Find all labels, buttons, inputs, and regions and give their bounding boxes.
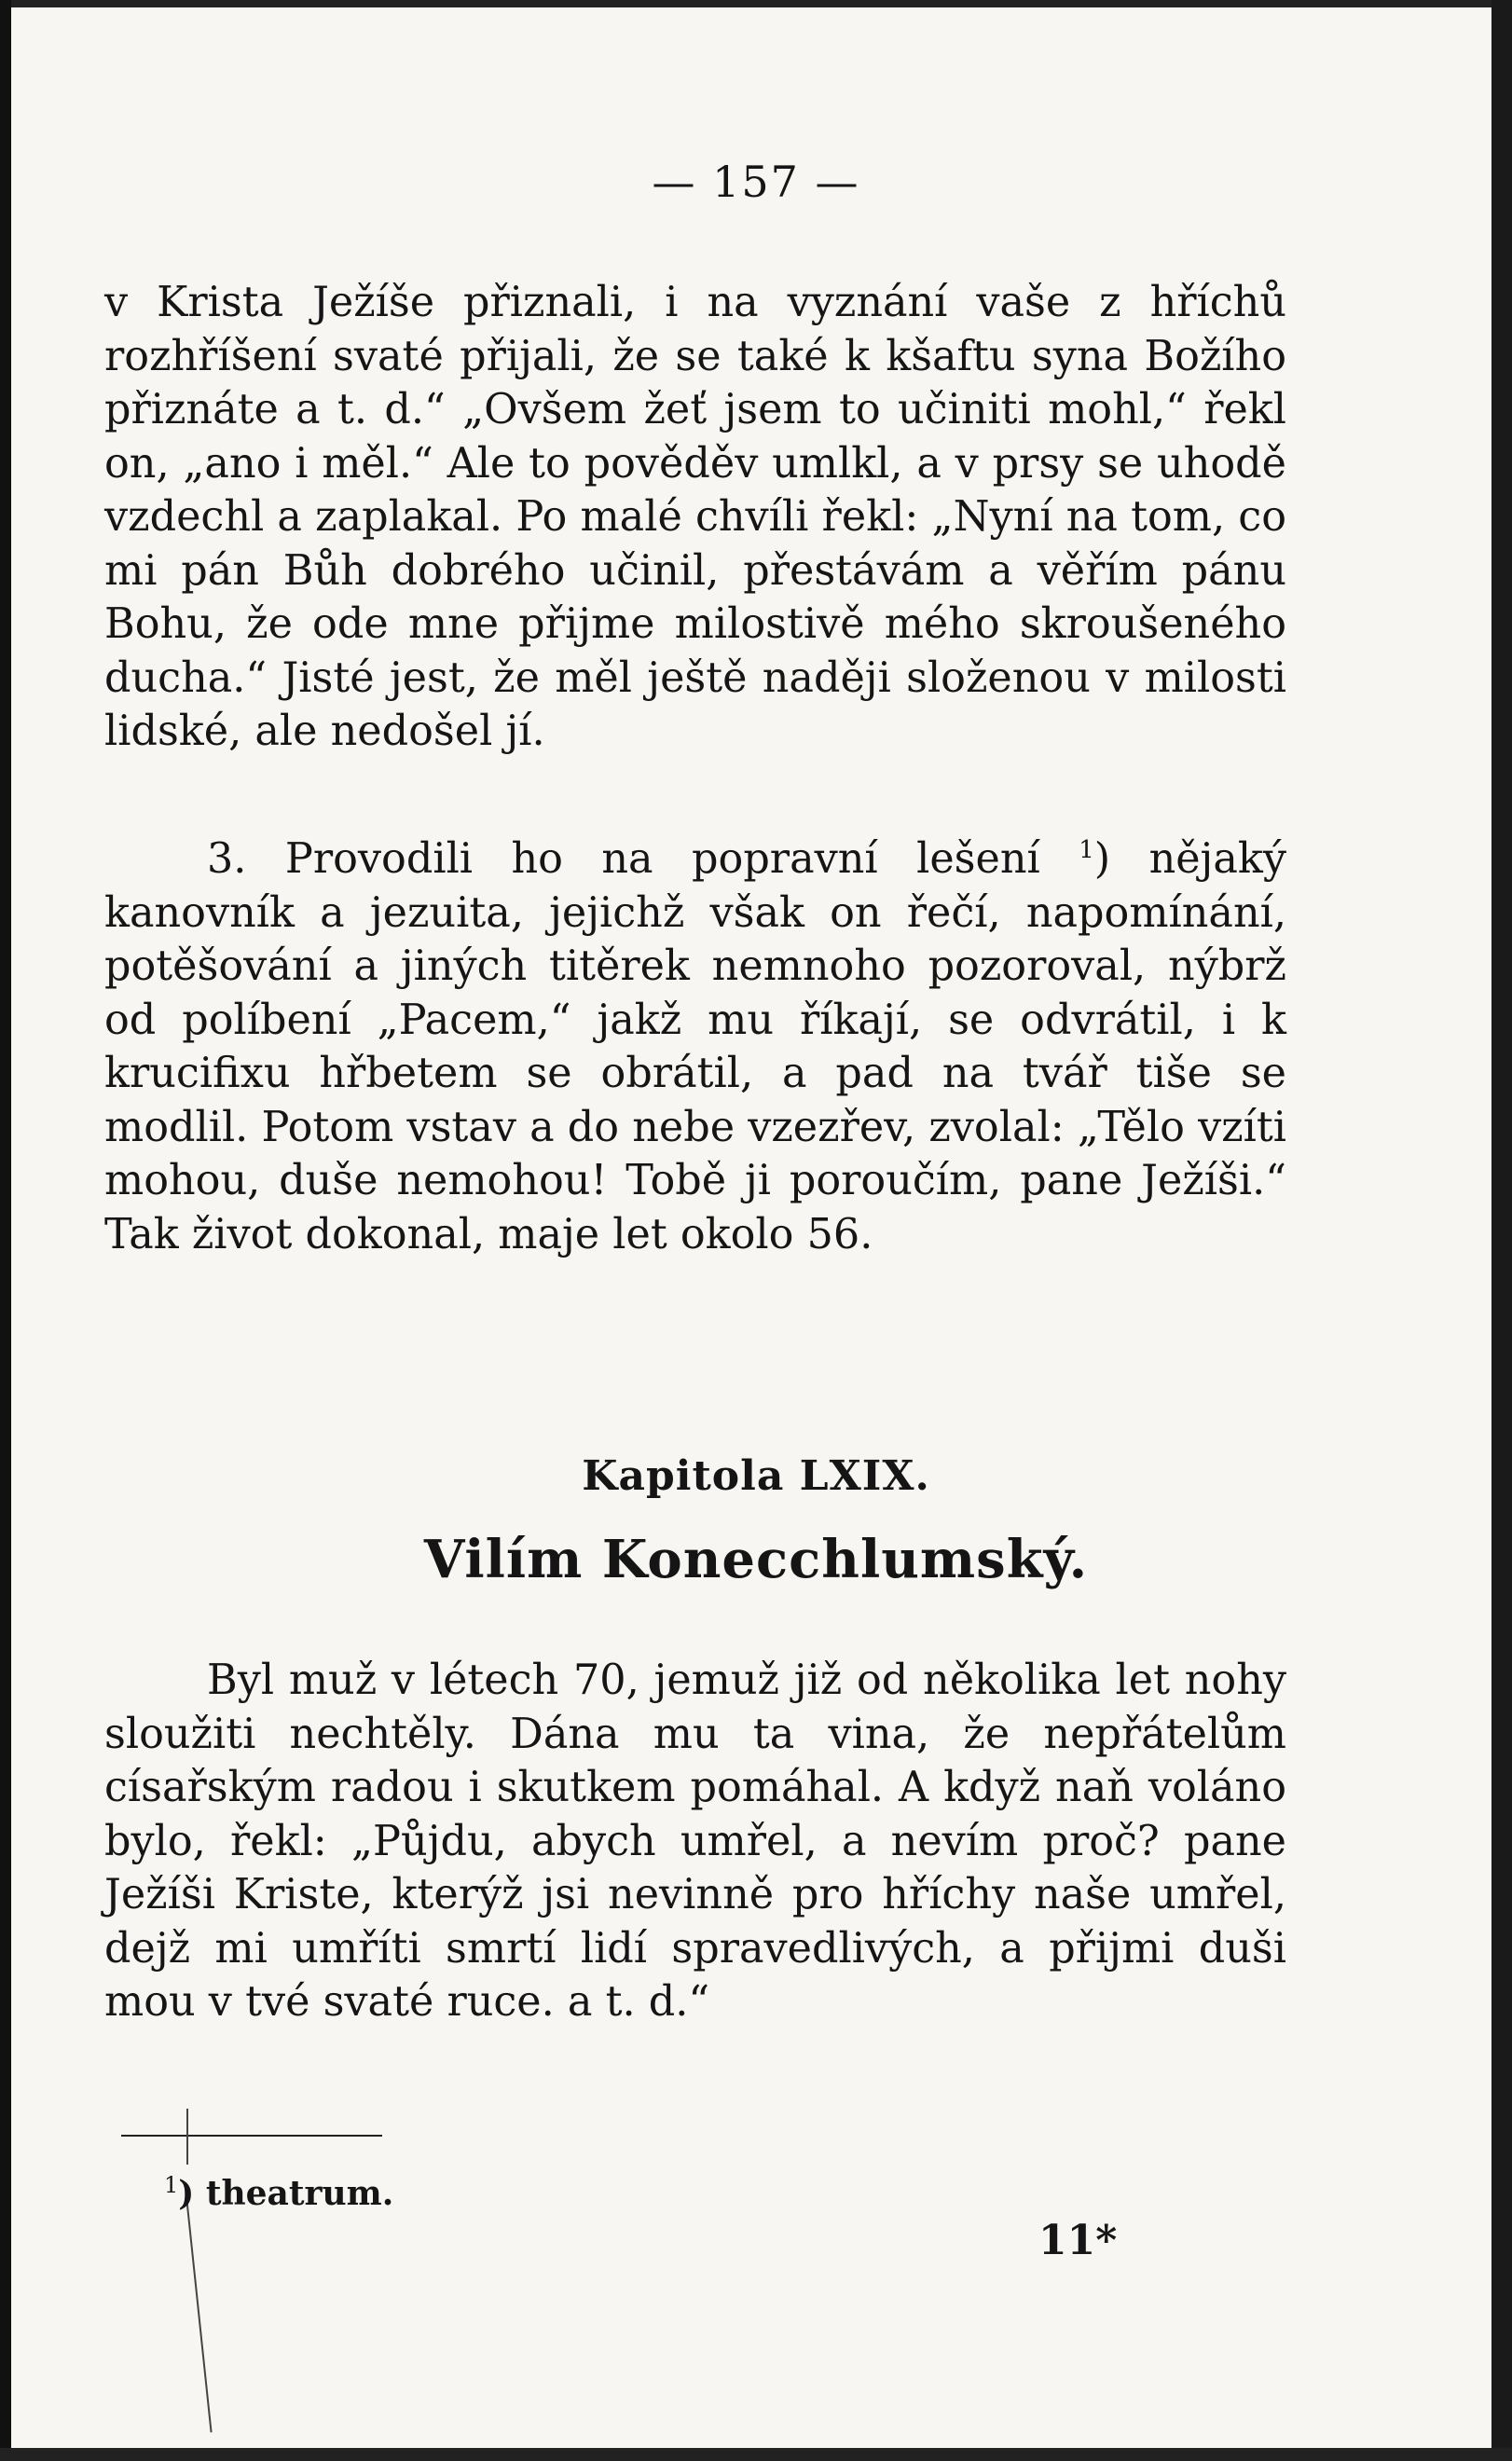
paragraph-continuation (104, 276, 1286, 759)
scan-edge-left (0, 0, 11, 2461)
stray-pen-mark (186, 2109, 188, 2165)
footnote-divider (121, 2135, 382, 2137)
footnote-marker: 1 (164, 2172, 179, 2198)
footnote (164, 2172, 393, 2213)
footnote-text: ) theatrum. (178, 2174, 394, 2213)
paragraph-2-rest: ) nějaký kanovník a jezuita, jejichž však on řečí, napomínání, potěšování a jiných titěrek nemnoho pozoroval, nýbrž od políbení „Pacem,“ jakž mu říkají, se odvrátil, i k krucifixu hřbetem se obrátil, a pad na tvář tiše se modlil. Potom vstav a do nebe vzezřev, zvolal: „Tělo vzíti mohou, duše nemohou! Tobě ji poroučím, pane Ježíši.“ Tak život dokonal, maje let okolo 56. (104, 835, 1286, 1258)
paragraph-3: Byl muž v létech 70, jemuž již od několika let nohy sloužiti nechtěly. Dána mu ta vina, že nepřátelům císařským radou i skutkem pomáhal. A když naň voláno bylo, řekl: „Půjdu, abych umřel, a nevím proč? pane Ježíši Kriste, kterýž jsi nevinně pro hříchy naše umřel, dejž mi umříti smrtí lidí spravedlivých, a přijmi duši mou v tvé svaté ruce. a t. d.“ (104, 1657, 1286, 2026)
scan-edge-bottom (0, 2448, 1512, 2461)
scan-edge-top (0, 0, 1512, 7)
chapter-label: Kapitola LXIX. (582, 1452, 930, 1500)
stray-pen-mark-lower (185, 2192, 212, 2433)
chapter-title: Vilím Konecchlumský. (423, 1529, 1089, 1590)
paragraph-1: v Krista Ježíše přiznali, i na vyznání vaše z hříchů rozhříšení svaté přijali, že se také k kšaftu syna Božího přiznáte a t. d.“ „Ovšem žeť jsem to učiniti mohl,“ řekl on, „ano i měl.“ Ale to pověděv umlkl, a v prsy se uhodě vzdechl a zaplakal. Po malé chvíli řekl: „Nyní na tom, co mi pán Bůh dobrého učinil, přestávám a věřím pánu Bohu, že ode mne přijme milostivě mého skroušeného ducha.“ Jisté jest, že měl ještě naději složenou v milosti lidské, ale nedošel jí. (104, 279, 1286, 755)
paragraph-section-3 (104, 832, 1286, 1261)
page-number: — 157 — (652, 157, 860, 207)
footnote-reference: 1 (1079, 836, 1094, 865)
signature-mark: 11* (1038, 2217, 1118, 2264)
scan-edge-right (1491, 0, 1512, 2461)
chapter-body (104, 1654, 1286, 2029)
paragraph-2-start: 3. Provodili ho na popravní lešení (207, 835, 1040, 883)
paragraph-2 (104, 832, 1286, 1261)
